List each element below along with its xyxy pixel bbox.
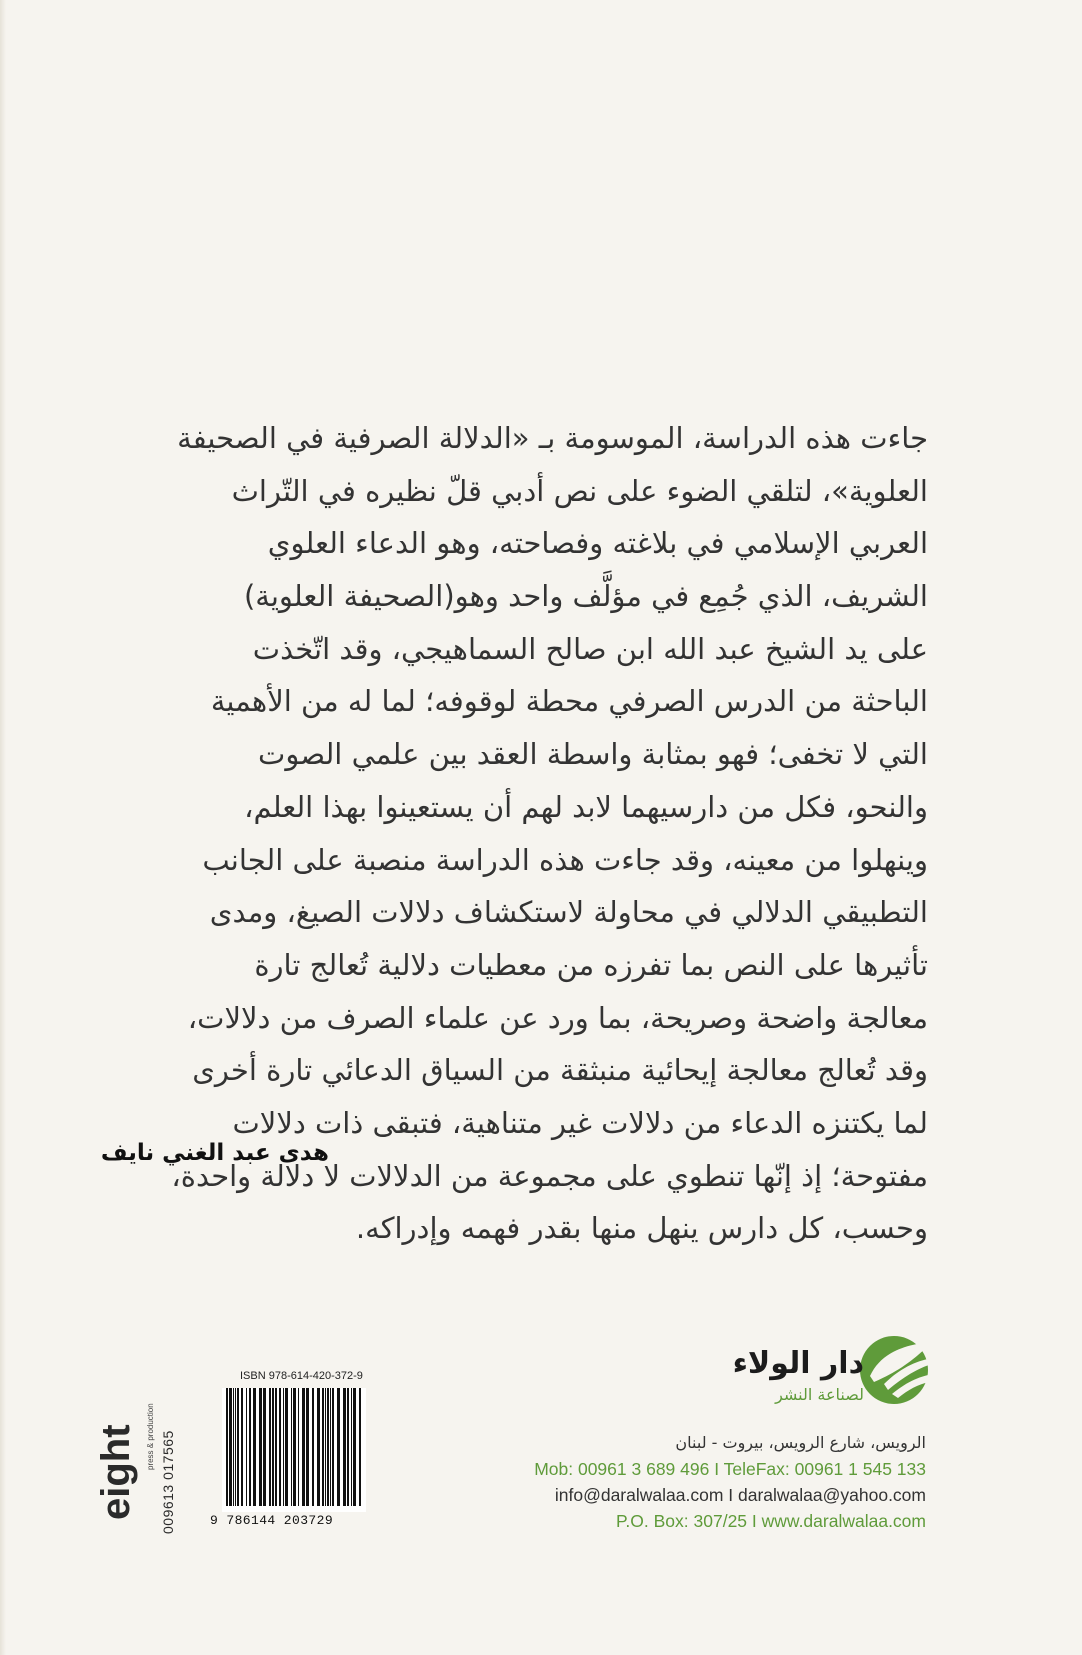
publisher-phones: Mob: 00961 3 689 496 I TeleFax: 00961 1 545 133 xyxy=(534,1459,926,1479)
printer-phone: 009613 017565 xyxy=(160,1430,176,1534)
blurb-line: العلوية»، لتلقي الضوء على نص أدبي قلّ نظيره في التّراث xyxy=(231,473,928,508)
publisher-tagline: لصناعة النشر xyxy=(775,1385,864,1404)
publisher-emails: info@daralwalaa.com I daralwalaa@yahoo.com xyxy=(554,1485,926,1505)
author-name: هدى عبد الغني نايف xyxy=(100,1140,329,1166)
publisher-name: دار الولاء xyxy=(732,1346,864,1381)
blurb-line: العربي الإسلامي في بلاغته وفصاحته، وهو الدعاء العلوي xyxy=(267,526,928,561)
blurb-line: التي لا تخفى؛ فهو بمثابة واسطة العقد بين علمي الصوت xyxy=(258,737,928,772)
blurb-line: لما يكتنزه الدعاء من دلالات غير متناهية، فتبقى ذات دلالات xyxy=(232,1105,928,1140)
blurb-line: وحسب، كل دارس ينهل منها بقدر فهمه وإدراكه. xyxy=(355,1211,928,1246)
blurb-line: والنحو، فكل من دارسيهما لابد لهم أن يستعينوا بهذا العلم، xyxy=(244,789,928,824)
leaf-logo-icon xyxy=(858,1330,936,1408)
publisher-web: P.O. Box: 307/25 I www.daralwalaa.com xyxy=(616,1511,926,1531)
barcode-digits: 9 786144 203729 xyxy=(210,1513,334,1528)
blurb-line: مفتوحة؛ إذ إنّها تنطوي على مجموعة من الدلالات لا دلالة واحدة، xyxy=(171,1158,928,1193)
blurb-line: الشريف، الذي جُمِع في مؤلَّف واحد وهو(الصحيفة العلوية) xyxy=(243,579,928,614)
blurb-line: على يد الشيخ عبد الله ابن صالح السماهيجي، وقد اتّخذت xyxy=(252,631,928,666)
blurb-line: الباحثة من الدرس الصرفي محطة لوقوفه؛ لما له من الأهمية xyxy=(210,684,928,719)
isbn-label: ISBN 978-614-420-372-9 xyxy=(240,1370,363,1382)
blurb-line: معالجة واضحة وصريحة، بما ورد عن علماء الصرف من دلالات، xyxy=(187,1000,928,1035)
printer-logo: eight xyxy=(94,1424,138,1520)
blurb-line: وينهلوا من معينه، وقد جاءت هذه الدراسة منصبة على الجانب xyxy=(202,842,928,877)
blurb-text xyxy=(128,412,928,1255)
blurb-line: جاءت هذه الدراسة، الموسومة بـ «الدلالة الصرفية في الصحيفة xyxy=(177,421,928,455)
blurb-line: وقد تُعالج معالجة إيحائية منبثقة من السياق الدعائي تارة أخرى xyxy=(192,1053,928,1088)
blurb-line: التطبيقي الدلالي في محاولة لاستكشاف دلالات الصيغ، ومدى xyxy=(209,895,928,930)
publisher-contact xyxy=(466,1430,926,1534)
barcode-icon xyxy=(224,1388,364,1512)
printer-subtitle: press & production xyxy=(146,1403,155,1470)
blurb-line: تأثيرها على النص بما تفرزه من معطيات دلالية تُعالج تارة xyxy=(254,947,928,982)
page-edge xyxy=(0,0,6,1655)
publisher-address: الرويس، شارع الرويس، بيروت - لبنان xyxy=(675,1433,926,1452)
